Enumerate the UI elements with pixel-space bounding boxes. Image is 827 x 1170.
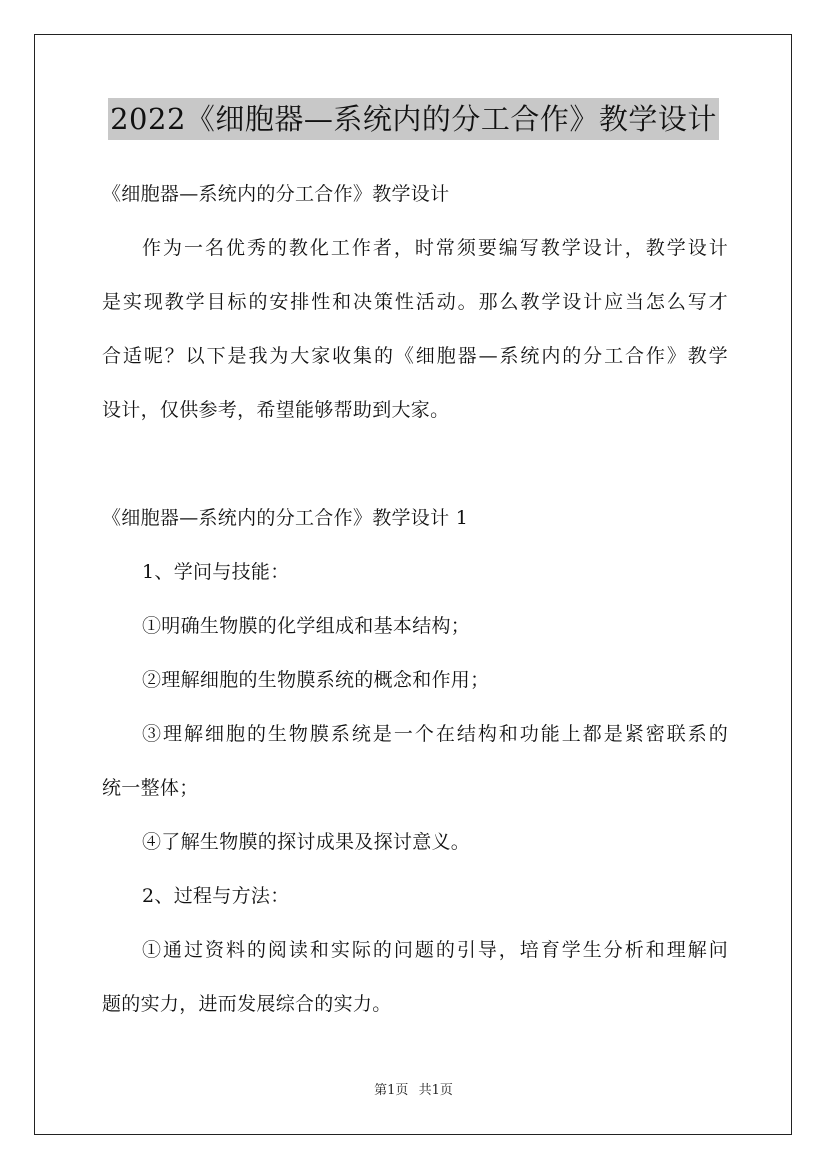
item-1-c-line-2: 统一整体；: [102, 777, 199, 799]
document-title: 2022《细胞器—系统内的分工合作》教学设计: [108, 98, 719, 140]
item-1-heading: 1、学问与技能：: [142, 561, 290, 583]
section-heading: 《细胞器—系统内的分工合作》教学设计 1: [102, 507, 469, 529]
title-wrapper: [0, 98, 827, 140]
page-total: 共1页: [418, 1083, 453, 1098]
intro-line-1: 作为一名优秀的教化工作者，时常须要编写教学设计，教学设计: [142, 237, 728, 259]
item-1-c-line-1: ③理解细胞的生物膜系统是一个在结构和功能上都是紧密联系的: [142, 723, 728, 745]
item-1-d: ④了解生物膜的探讨成果及探讨意义。: [142, 831, 471, 853]
item-2-a-line-1: ①通过资料的阅读和实际的问题的引导，培育学生分析和理解问: [142, 939, 728, 961]
intro-line-3: 合适呢？以下是我为大家收集的《细胞器—系统内的分工合作》教学: [102, 345, 728, 367]
item-2-a-line-2: 题的实力，进而发展综合的实力。: [102, 993, 392, 1015]
page-footer: [0, 1082, 827, 1100]
intro-line-2: 是实现教学目标的安排性和决策性活动。那么教学设计应当怎么写才: [102, 291, 728, 313]
document-subtitle: 《细胞器—系统内的分工合作》教学设计: [102, 183, 450, 205]
page-number: 第1页: [374, 1083, 409, 1098]
item-1-b: ②理解细胞的生物膜系统的概念和作用；: [142, 669, 490, 691]
item-2-heading: 2、过程与方法：: [142, 885, 290, 907]
item-1-a: ①明确生物膜的化学组成和基本结构；: [142, 615, 471, 637]
intro-line-4: 设计，仅供参考，希望能够帮助到大家。: [102, 399, 450, 421]
